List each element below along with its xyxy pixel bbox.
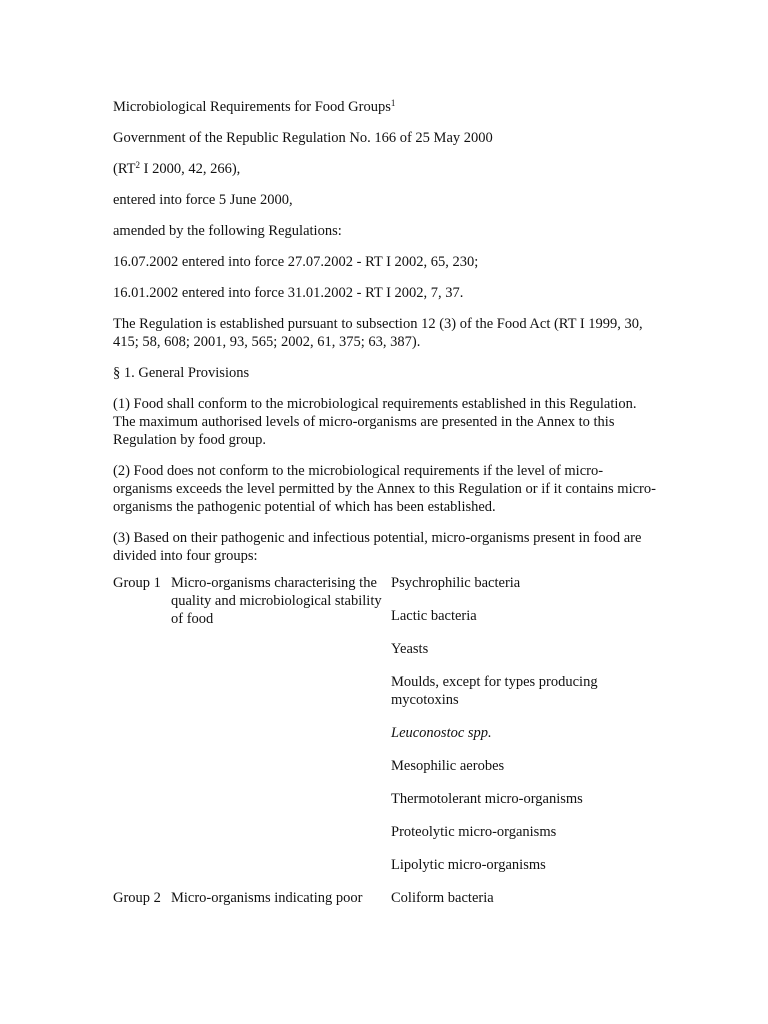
group-items xyxy=(391,889,658,922)
document-title xyxy=(113,98,658,116)
amendment-1: 16.07.2002 entered into force 27.07.2002 - RT I 2002, 65, 230; xyxy=(113,254,479,270)
group-item: Thermotolerant micro-organisms xyxy=(391,791,583,807)
regulation-line: Government of the Republic Regulation No. 166 of 25 May 2000 xyxy=(113,130,493,146)
group-items xyxy=(391,574,658,889)
group-item: Leuconostoc spp. xyxy=(391,725,492,741)
rt-suffix: I 2000, 42, 266), xyxy=(140,161,241,177)
footnote-ref-1: 1 xyxy=(390,98,396,108)
group-label: Group 1 xyxy=(113,575,161,591)
group-row-1 xyxy=(113,574,658,889)
amended-by: amended by the following Regulations: xyxy=(113,223,342,239)
group-item: Lipolytic micro-organisms xyxy=(391,857,546,873)
section-heading: § 1. General Provisions xyxy=(113,365,250,381)
group-description: Micro-organisms characterising the quality and microbiological stability of food xyxy=(171,575,382,627)
group-item: Psychrophilic bacteria xyxy=(391,575,521,591)
group-row-2 xyxy=(113,889,658,922)
rt-prefix: (RT xyxy=(113,161,136,177)
rt-reference xyxy=(113,160,658,178)
group-item: Proteolytic micro-organisms xyxy=(391,824,557,840)
group-item: Coliform bacteria xyxy=(391,890,494,906)
group-item: Moulds, except for types producing mycotoxins xyxy=(391,674,598,708)
established-pursuant: The Regulation is established pursuant to subsection 12 (3) of the Food Act (RT I 1999, 30, 415; 58, 608; 2001, 93, 565; 2002, 61, 375; 63, 387). xyxy=(113,316,643,350)
provision-2: (2) Food does not conform to the microbiological requirements if the level of micro-organisms exceeds the level permitted by the Annex to this Regulation or if it contains micro-organisms the pathogenic potential of which has been established. xyxy=(113,463,656,515)
group-item: Lactic bacteria xyxy=(391,608,477,624)
groups-table xyxy=(113,574,658,922)
group-item: Yeasts xyxy=(391,641,429,657)
entered-into-force: entered into force 5 June 2000, xyxy=(113,192,293,208)
group-item: Mesophilic aerobes xyxy=(391,758,505,774)
title-text: Microbiological Requirements for Food Groups xyxy=(113,99,391,115)
provision-1: (1) Food shall conform to the microbiological requirements established in this Regulation. The maximum authorised levels of micro-organisms are presented in the Annex to this Regulation by food group. xyxy=(113,396,637,448)
provision-3: (3) Based on their pathogenic and infectious potential, micro-organisms present in food are divided into four groups: xyxy=(113,530,642,564)
document-body xyxy=(113,98,658,922)
group-description: Micro-organisms indicating poor xyxy=(171,890,363,906)
amendment-2: 16.01.2002 entered into force 31.01.2002 - RT I 2002, 7, 37. xyxy=(113,285,464,301)
footnote-ref-2: 2 xyxy=(135,160,140,170)
group-label: Group 2 xyxy=(113,890,161,906)
